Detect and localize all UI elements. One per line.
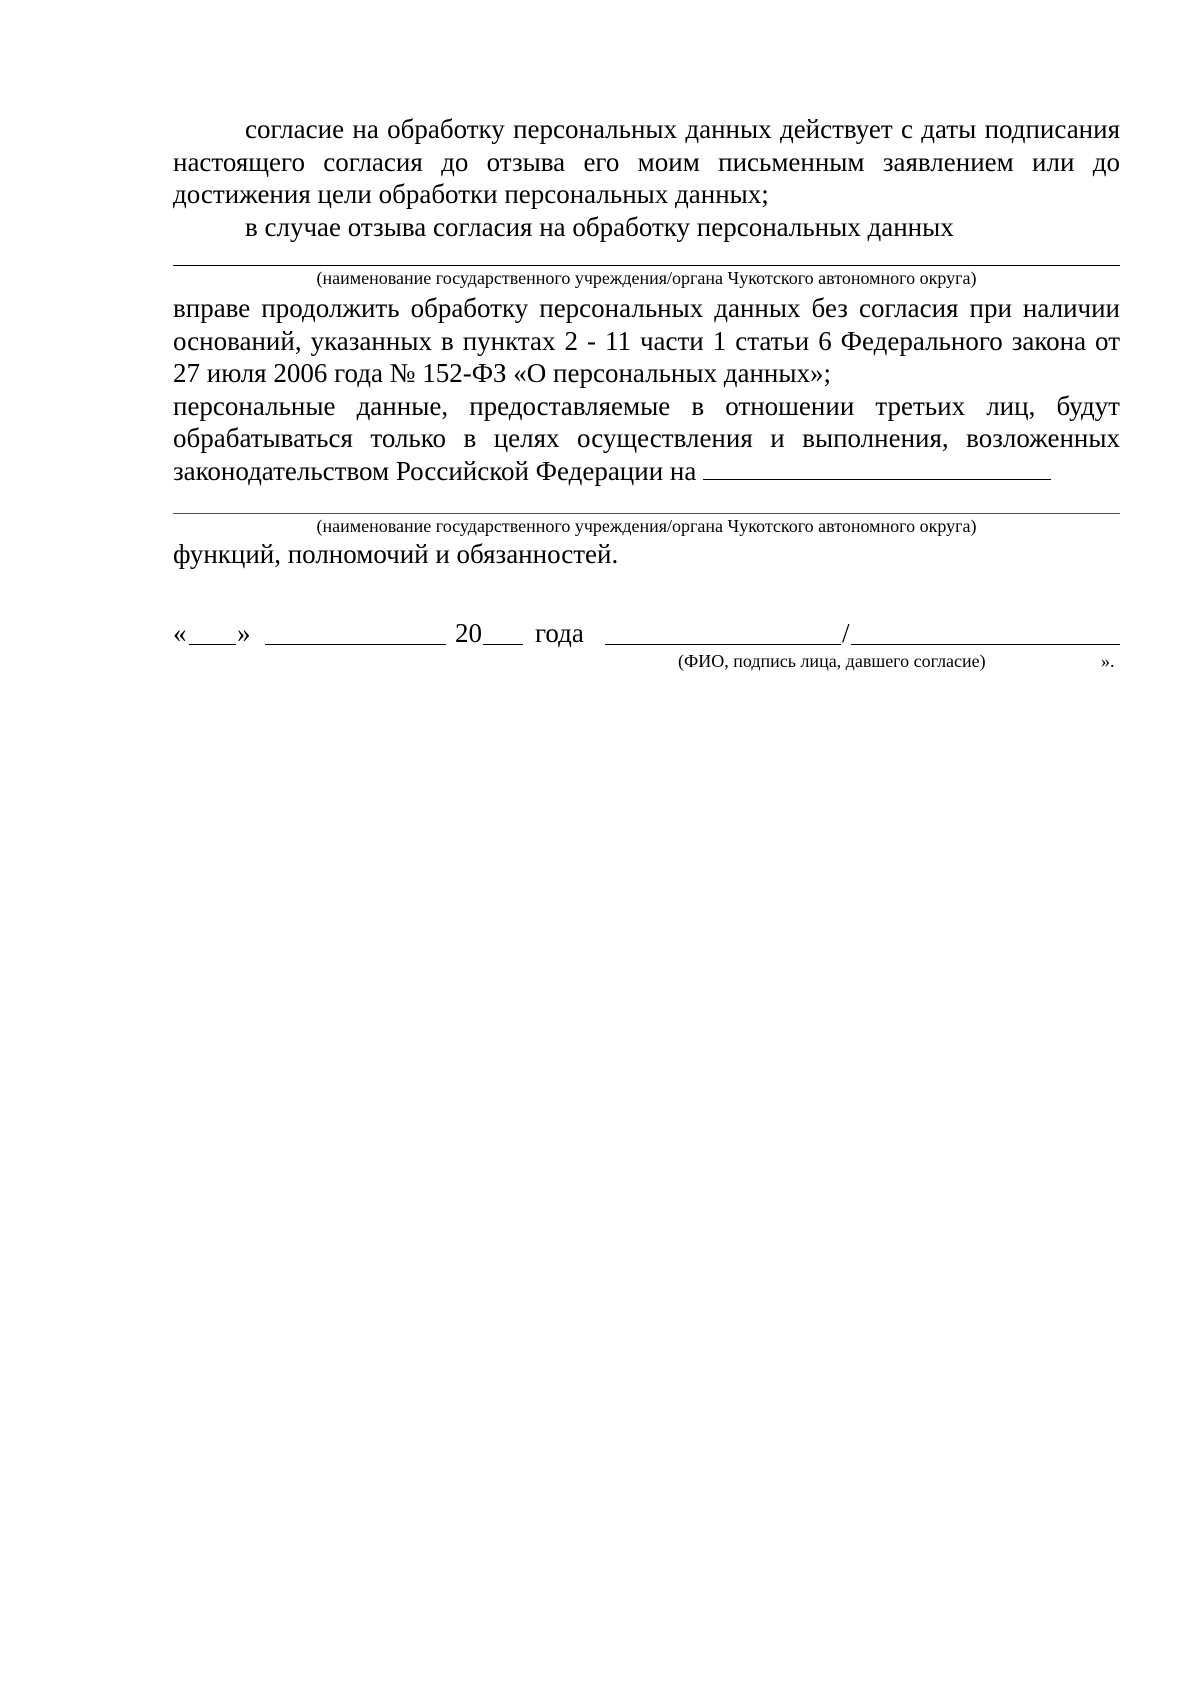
document-body [173, 113, 1120, 675]
spacer [173, 571, 1120, 617]
paragraph-revocation-intro: в случае отзыва согласия на обработку персональных данных [245, 211, 954, 242]
year-blank[interactable] [483, 644, 523, 645]
signature-slash: / [842, 617, 850, 648]
year-word: года [535, 617, 584, 648]
paragraph-functions: функций, полномочий и обязанностей. [173, 539, 619, 569]
paragraph-consent-validity: согласие на обработку персональных данных действует с даты подписания настоящего согласия до отзыва его моим письменным заявлением или до достижения цели обработки персональных данных; [173, 114, 1120, 209]
spacer [173, 243, 1120, 265]
month-blank[interactable] [265, 644, 446, 645]
year-prefix: 20 [455, 617, 482, 648]
quote-close: » [237, 617, 251, 648]
paragraph-processing-continue: вправе продолжить обработку персональных данных без согласия при наличии оснований, указанных в пунктах 2 - 11 части 1 статьи 6 Федерального закона от 27 июля 2006 года № 152-ФЗ «О персональных данных»; [173, 293, 1120, 388]
caption-institution-2: (наименование государственного учреждения/органа Чукотского автономного округа) [316, 516, 977, 536]
institution-blank-line-2[interactable] [173, 513, 1120, 514]
paragraph-third-parties [173, 390, 1120, 488]
signature-closing: ». [1101, 650, 1115, 671]
signature-date-row [173, 617, 1120, 651]
caption-institution-1: (наименование государственного учреждения/органа Чукотского автономного округа) [316, 268, 977, 288]
institution-blank-line-1[interactable] [173, 265, 1120, 266]
institution-inline-blank[interactable] [703, 457, 1051, 480]
name-blank[interactable] [605, 644, 841, 645]
signature-caption: (ФИО, подпись лица, давшего согласие) [678, 650, 986, 671]
signature-blank[interactable] [851, 644, 1120, 645]
spacer [173, 487, 1120, 513]
quote-open: « [173, 617, 187, 648]
day-blank[interactable] [189, 644, 236, 645]
paragraph-third-parties-text: персональные данные, предоставляемые в отношении третьих лиц, будут обрабатываться только в целях осуществления и выполнения, возложенных законодательством Российской Федерации на [173, 390, 1120, 486]
signature-caption-row [173, 651, 1120, 675]
